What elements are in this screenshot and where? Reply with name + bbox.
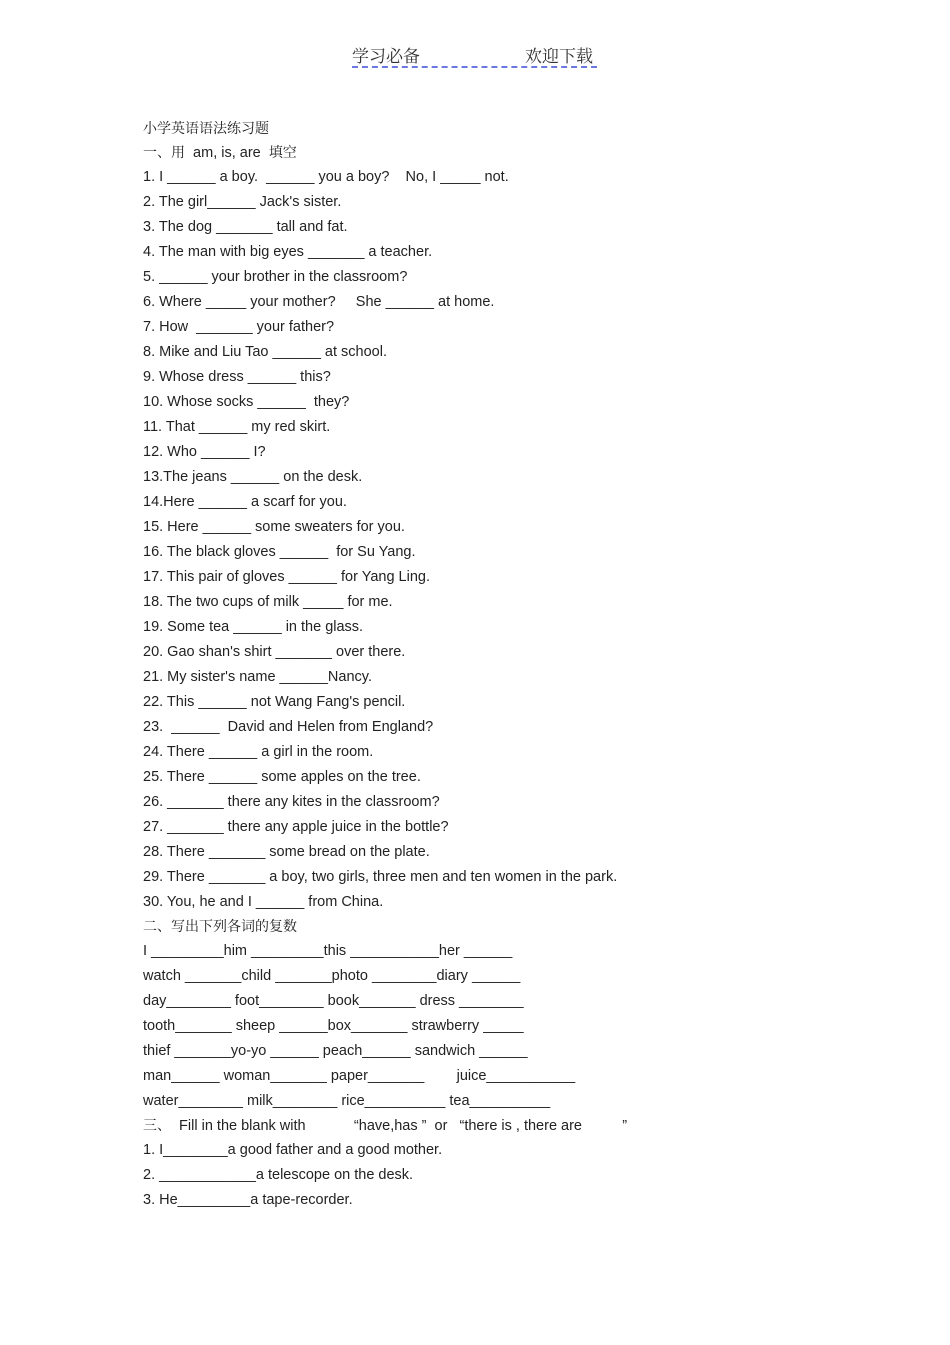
exercise-item: 23. ______ David and Helen from England? xyxy=(143,719,434,735)
plural-row: I _________him _________this ___________her ______ xyxy=(143,943,513,959)
exercise-item: 10. Whose socks ______ they? xyxy=(143,394,350,410)
exercise-item: 8. Mike and Liu Tao ______ at school. xyxy=(143,344,387,360)
exercise-item: 17. This pair of gloves ______ for Yang Ling. xyxy=(143,569,430,585)
header-right-text: 欢迎下载 xyxy=(525,47,593,67)
exercise-item: 3. He_________a tape-recorder. xyxy=(143,1192,353,1208)
section2-title: 二、写出下列各词的复数 xyxy=(143,919,297,935)
exercise-item: 24. There ______ a girl in the room. xyxy=(143,744,374,760)
document-title: 小学英语语法练习题 xyxy=(143,121,269,137)
section3-title xyxy=(143,1114,863,1138)
exercise-item: 5. ______ your brother in the classroom? xyxy=(143,269,408,285)
exercise-item: 6. Where _____ your mother? She ______ at home. xyxy=(143,294,495,310)
exercise-item: 25. There ______ some apples on the tree. xyxy=(143,769,421,785)
exercise-item: 1. I________a good father and a good mother. xyxy=(143,1142,443,1158)
exercise-item: 14.Here ______ a scarf for you. xyxy=(143,494,347,510)
exercise-item: 22. This ______ not Wang Fang's pencil. xyxy=(143,694,406,710)
plural-row: man______ woman_______ paper_______ juice___________ xyxy=(143,1068,576,1084)
exercise-item: 7. How _______ your father? xyxy=(143,319,335,335)
section1-list xyxy=(143,165,863,915)
exercise-item: 3. The dog _______ tall and fat. xyxy=(143,219,348,235)
section1-title xyxy=(143,141,863,165)
section2-list xyxy=(143,939,863,1114)
exercise-item: 15. Here ______ some sweaters for you. xyxy=(143,519,405,535)
section3-label: 三、 xyxy=(143,1118,171,1134)
header-left-text: 学习必备 xyxy=(352,47,420,67)
exercise-item: 16. The black gloves ______ for Su Yang. xyxy=(143,544,416,560)
exercise-item: 4. The man with big eyes _______ a teacher. xyxy=(143,244,433,260)
plural-row: thief _______yo-yo ______ peach______ sandwich ______ xyxy=(143,1043,528,1059)
exercise-item: 29. There _______ a boy, two girls, three men and ten women in the park. xyxy=(143,869,618,885)
exercise-item: 26. _______ there any kites in the classroom? xyxy=(143,794,440,810)
exercise-item: 11. That ______ my red skirt. xyxy=(143,419,331,435)
exercise-item: 1. I ______ a boy. ______ you a boy? No, I _____ not. xyxy=(143,169,509,185)
exercise-item: 27. _______ there any apple juice in the bottle? xyxy=(143,819,449,835)
plural-row: day________ foot________ book_______ dress ________ xyxy=(143,993,524,1009)
page-header xyxy=(352,40,597,68)
exercise-item: 20. Gao shan's shirt _______ over there. xyxy=(143,644,406,660)
exercise-item: 2. ____________a telescope on the desk. xyxy=(143,1167,414,1183)
section3-text: Fill in the blank with “have,has ” or “there is , there are ” xyxy=(171,1118,628,1134)
exercise-item: 19. Some tea ______ in the glass. xyxy=(143,619,364,635)
section3-list xyxy=(143,1138,863,1213)
exercise-item: 13.The jeans ______ on the desk. xyxy=(143,469,363,485)
section1-suffix: 填空 xyxy=(268,145,297,161)
plural-row: water________ milk________ rice__________ tea__________ xyxy=(143,1093,551,1109)
document-body xyxy=(143,117,863,1213)
exercise-item: 9. Whose dress ______ this? xyxy=(143,369,331,385)
exercise-item: 30. You, he and I ______ from China. xyxy=(143,894,384,910)
plural-row: watch _______child _______photo ________diary ______ xyxy=(143,968,521,984)
plural-row: tooth_______ sheep ______box_______ strawberry _____ xyxy=(143,1018,524,1034)
exercise-item: 12. Who ______ I? xyxy=(143,444,266,460)
exercise-item: 21. My sister's name ______Nancy. xyxy=(143,669,372,685)
exercise-item: 18. The two cups of milk _____ for me. xyxy=(143,594,393,610)
exercise-item: 2. The girl______ Jack's sister. xyxy=(143,194,342,210)
exercise-item: 28. There _______ some bread on the plate. xyxy=(143,844,430,860)
section1-words: am, is, are xyxy=(185,145,269,161)
section1-label: 一、用 xyxy=(143,145,185,161)
